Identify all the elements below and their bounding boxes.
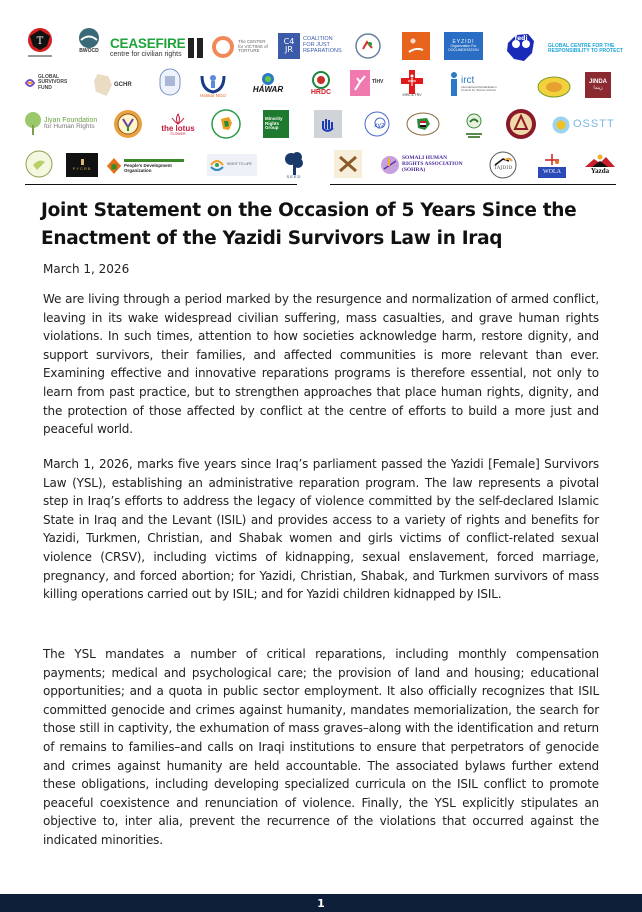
pycrb-label: PYCRB <box>72 165 92 171</box>
osstt-label: OSSTT <box>573 118 615 131</box>
logo-ceasefire <box>110 36 205 60</box>
wola-label: WOLA <box>543 169 561 176</box>
logo-gcr2p <box>548 38 628 60</box>
logo-iraq-map-org <box>404 110 442 138</box>
logo-seal-blue <box>156 66 184 100</box>
harikar-label: Harikar NGO <box>199 92 226 98</box>
jinda-label: JINDA <box>588 79 607 86</box>
partner-logos-banner <box>0 0 642 192</box>
logo-orange-org <box>402 32 430 60</box>
logo-fedi <box>503 30 539 64</box>
logo-jiyan <box>24 110 104 138</box>
gcr2p-label: GLOBAL CENTRE FOR THE RESPONSIBILITY TO PROTECT <box>548 42 624 54</box>
hrdc-label: HRDC <box>310 89 332 97</box>
logo-osstt <box>552 114 616 136</box>
logo-orange-seal <box>112 108 144 140</box>
irct-label: irct <box>461 74 475 86</box>
logo-sohra <box>380 152 470 178</box>
logo-blue-globe <box>362 108 392 140</box>
pdo-label: People's Development Organization <box>123 162 172 173</box>
document-title: Joint Statement on the Occasion of 5 Years Since the Enactment of the Yazidi Survivors Law in Iraq <box>41 200 577 249</box>
logo-gchr <box>94 70 154 100</box>
logo-c4jr: C4 JR COALITION FOR JUST REPARATIONS <box>278 32 346 60</box>
paragraph-intro: We are living through a period marked by the resurgence and normalization of armed conflict, leaving in its wake widespread civilian suffering, mass casualties, and grave human rights violations. In such times, attention to how societies acknowledge harm, restore dignity, and support survivors, their families, and affected communities is more relevant than ever. Examining effective and innovative reparations programs is therefore essential, not only to learn from past practice, but to strengthen approaches that place human rights, dignity, and the protection of those affected by conflict at the centre of efforts to build a more just and peaceful world. <box>43 292 599 437</box>
page-number: 1 <box>317 896 325 910</box>
ihrl-label: IHRL & TRV <box>402 93 422 98</box>
svg-text:TAJDID: TAJDID <box>493 165 513 171</box>
logo-yazda <box>582 150 618 180</box>
logo-tihv <box>350 68 386 98</box>
paragraph-ysl-mandates: The YSL mandates a number of critical reparations, including monthly compensation payments; medical and psychological care; the provision of land and housing; educational opportunities; and a quota in public sector employment. It also officially recognizes that ISIL committed genocide and crimes against humanity, mandates memorialization, the search for those still in captivity, the exhumation of mass graves–along with the identification and return of remains to families–and calls on Iraqi institutions to ensure that perpetrators of genocide and crimes against humanity are held accountable. The associated bylaws further extend these obligations, including developing specialized curricula on the ISIL conflict to promote peaceful coexistence and renunciation of violence. Finally, the YSL explicitly stipulates an objective to, inter alia, prevent the recurrence of the violations that occurred against the indicated minorities. <box>43 647 599 847</box>
jiyan-label: Jiyan Foundation <box>44 116 98 124</box>
logo-hawar <box>245 66 291 100</box>
lotus-label: the lotus <box>161 123 195 133</box>
logo-eyzidi <box>444 32 483 60</box>
svg-text:xyz: xyz <box>374 122 385 129</box>
ceasefire-label: CEASEFIRE <box>110 36 186 52</box>
logo-cvt <box>212 32 274 62</box>
tihv-label: TİHV <box>372 79 384 86</box>
logo-green-circular-org <box>463 108 485 142</box>
logo-ihrl <box>396 66 428 102</box>
logo-yellow-seal <box>536 74 572 100</box>
logo-circular-seal-1 <box>354 32 382 60</box>
c4jr-label: COALITION FOR JUST REPARATIONS <box>303 36 342 54</box>
logo-arctt <box>20 24 60 62</box>
logo-jinda <box>585 72 611 98</box>
jiyan-sub: for Human Rights <box>44 123 95 131</box>
hawar-label: HÁWAR <box>252 84 284 94</box>
header-divider-right <box>330 184 616 185</box>
logo-bwocd <box>72 22 106 60</box>
gsf-label: GLOBAL SURVIVORS FUND <box>38 74 68 91</box>
paragraph-ysl-anniversary: March 1, 2026, marks five years since Iraq’s parliament passed the Yazidi [Female] Survivors Law (YSL), establishing an administrative reparation program. The law represents a pivotal step in Iraq’s efforts to address the legacy of violence committed by the self-declared Islamic State in Iraq and the Levant (ISIL) and provides access to a variety of rights and benefits for Yazidi, Turkmen, Christian, and Shabak women and girls victims of conflict-related sexual violence (CRSV), including victims of kidnapping, sexual enslavement, forced marriage, pregnancy, and forced abortion; for Yazidi, Christian, Shabak, and Turkmen survivors of mass killing operations carried out by ISIL; and for Yazidi children kidnapped by ISIL. <box>43 457 599 602</box>
logo-wola <box>537 148 567 178</box>
logo-green-map-seal <box>210 108 242 140</box>
cvt-label: The CENTER for VICTIMS of TORTURE <box>238 38 268 54</box>
lotus-sub: FLOWER <box>170 132 186 137</box>
eyzidi-sub: Organization For DOCUMENTATION <box>448 43 479 52</box>
logo-red-seal <box>504 107 538 141</box>
logo-irct <box>450 70 512 98</box>
document-date: March 1, 2026 <box>43 262 130 276</box>
rtl-label: RIGHT TO LIFE <box>227 162 252 167</box>
logo-minority-rights-group <box>263 110 289 138</box>
logo-wheat-org <box>334 150 362 178</box>
bwocd-label: BWOCD <box>79 48 99 55</box>
ceasefire-sub: centre for civilian rights <box>110 51 182 59</box>
yazda-label: Yazda <box>590 167 610 176</box>
logo-blue-hand <box>314 110 342 138</box>
irct-sub: International Rehabilitation Council for Torture Victims <box>461 85 497 93</box>
eyzidi-label: EYZIDI <box>452 38 475 45</box>
page-footer <box>0 894 642 912</box>
svg-text:T: T <box>36 36 44 47</box>
sohra-label: SOMALI HUMAN RIGHTS ASSOCIATION (SOHRA) <box>402 155 463 173</box>
logo-tajdid <box>488 150 518 180</box>
jinda-arabic: زيندا <box>593 84 603 91</box>
logo-harikar <box>195 66 231 102</box>
logo-pycrb <box>66 153 98 177</box>
seed-label: SEED <box>286 173 302 179</box>
logo-right-to-life <box>207 154 257 176</box>
logo-dove-seal <box>24 149 54 179</box>
logo-peoples-development-org <box>106 154 192 178</box>
mrg-label: Minority Rights Group <box>265 115 283 131</box>
svg-text:fedi: fedi <box>514 35 528 42</box>
logo-lotus-flower <box>158 108 198 142</box>
logo-hrdc <box>306 68 336 100</box>
logo-seed <box>280 148 308 182</box>
logo-global-survivors-fund <box>24 72 84 94</box>
gchr-label: GCHR <box>114 81 132 88</box>
header-divider-left <box>25 184 297 185</box>
